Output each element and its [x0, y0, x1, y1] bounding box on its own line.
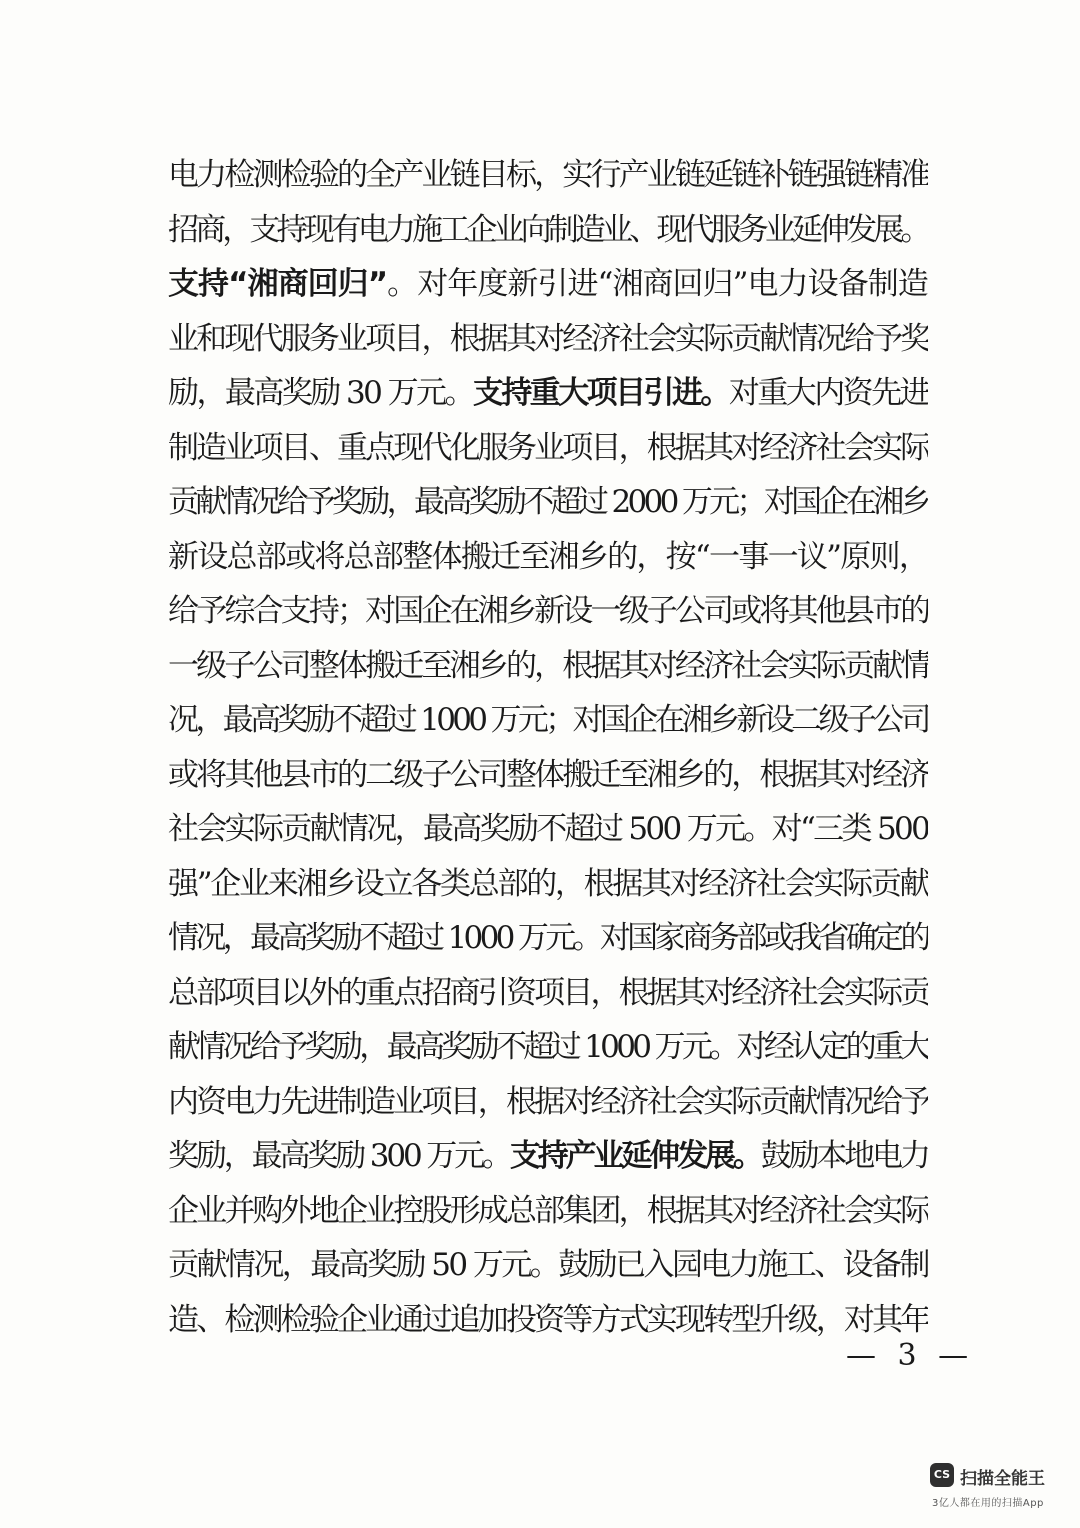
text-segment: 对重大内资先进 — [728, 375, 928, 411]
text-segment: 电力检测检验的全产业链目标，实行产业链延链补链强链精准 — [168, 157, 928, 193]
text-line — [168, 639, 928, 694]
text-line — [168, 584, 928, 639]
text-line — [168, 203, 928, 258]
emphasis-heading: 支持“湘商回归” — [168, 266, 388, 302]
text-line — [168, 421, 928, 476]
text-line — [168, 530, 928, 585]
text-line — [168, 312, 928, 367]
text-line — [168, 857, 928, 912]
text-segment: 业和现代服务业项目，根据其对经济社会实际贡献情况给予奖 — [168, 320, 928, 357]
text-segment: 情况，最高奖励不超过 1000 万元。对国家商务部或我省确定的 — [168, 920, 928, 956]
text-line — [168, 148, 928, 203]
text-segment: 造、检测检验企业通过追加投资等方式实现转型升级，对其年 — [168, 1301, 928, 1338]
text-line — [168, 1129, 928, 1184]
text-segment: 鼓励本地电力 — [760, 1138, 928, 1174]
text-segment: 献情况给予奖励，最高奖励不超过 1000 万元。对经认定的重大 — [168, 1029, 928, 1065]
text-segment: 制造业项目、重点现代化服务业项目，根据其对经济社会实际 — [168, 429, 928, 466]
text-line — [168, 366, 928, 421]
page-number: — 3 — — [846, 1338, 975, 1373]
text-line — [168, 911, 928, 966]
text-segment: 强”企业来湘乡设立各类总部的，根据其对经济社会实际贡献 — [168, 865, 928, 902]
text-segment: 社会实际贡献情况，最高奖励不超过 500 万元。对“三类 500 — [168, 811, 928, 847]
text-line — [168, 257, 928, 312]
watermark-app-name: 扫描全能王 — [960, 1469, 1045, 1489]
emphasis-heading: 支持重大项目引进。 — [472, 375, 729, 411]
text-line — [168, 1075, 928, 1130]
text-segment: 总部项目以外的重点招商引资项目，根据其对经济社会实际贡 — [168, 974, 928, 1011]
text-segment: 或将其他县市的二级子公司整体搬迁至湘乡的，根据其对经济 — [168, 756, 928, 793]
text-segment: 内资电力先进制造业项目，根据对经济社会实际贡献情况给予 — [168, 1083, 928, 1120]
text-line — [168, 1020, 928, 1075]
text-segment: 况，最高奖励不超过 1000 万元；对国企在湘乡新设二级子公司 — [168, 702, 928, 738]
scanner-watermark — [930, 1463, 1070, 1519]
text-segment: 招商，支持现有电力施工企业向制造业、现代服务业延伸发展。 — [168, 211, 928, 248]
camscanner-logo-icon: CS — [930, 1463, 954, 1487]
text-segment: 贡献情况，最高奖励 50 万元。鼓励已入园电力施工、设备制 — [168, 1247, 928, 1283]
text-line — [168, 1184, 928, 1239]
text-segment: 一级子公司整体搬迁至湘乡的，根据其对经济社会实际贡献情 — [168, 647, 928, 684]
document-body — [168, 148, 928, 1347]
text-line — [168, 475, 928, 530]
text-segment: 励，最高奖励 30 万元。 — [168, 375, 473, 411]
text-segment: 新设总部或将总部整体搬迁至湘乡的，按“一事一议”原则， — [168, 538, 928, 575]
text-line — [168, 966, 928, 1021]
text-segment: 贡献情况给予奖励，最高奖励不超过 2000 万元；对国企在湘乡 — [168, 484, 928, 520]
text-line — [168, 802, 928, 857]
text-segment: 奖励，最高奖励 300 万元。 — [168, 1138, 510, 1174]
watermark-tagline: 3亿人都在用的扫描App — [932, 1498, 1044, 1509]
text-segment: 。对年度新引进“湘商回归”电力设备制造 — [387, 266, 928, 302]
text-segment: 给予综合支持；对国企在湘乡新设一级子公司或将其他县市的 — [168, 593, 928, 629]
text-line — [168, 1293, 928, 1348]
text-segment: 企业并购外地企业控股形成总部集团，根据其对经济社会实际 — [168, 1192, 928, 1229]
emphasis-heading: 支持产业延伸发展。 — [509, 1138, 761, 1174]
text-line — [168, 1238, 928, 1293]
text-line — [168, 748, 928, 803]
text-line — [168, 693, 928, 748]
